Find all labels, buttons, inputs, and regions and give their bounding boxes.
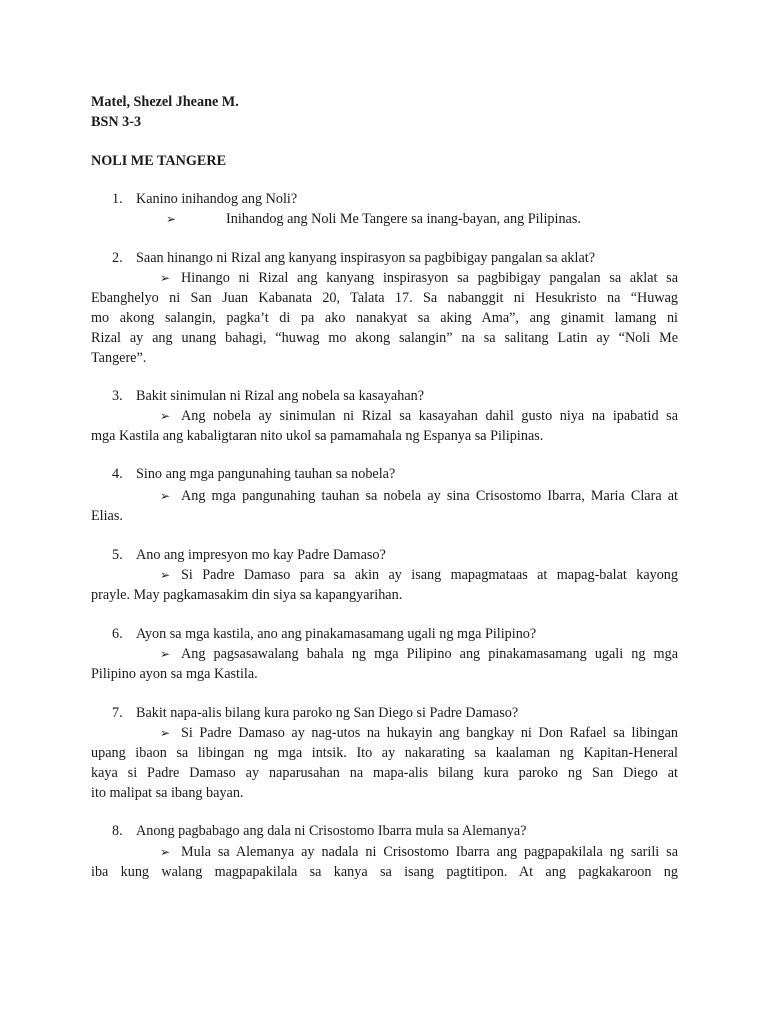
question-number: 1. (112, 191, 123, 207)
answer-line: ito malipat sa ibang bayan. (91, 785, 244, 801)
question-number: 5. (112, 547, 123, 563)
answer-line: kaya si Padre Damaso ay naparusahan na mapa-alis bilang kura paroko ng San Diego at (91, 765, 678, 781)
answer-line: Hinango ni Rizal ang kanyang inspirasyon sa pagbibigay pangalan sa aklat sa (181, 270, 678, 286)
answer-line: Mula sa Alemanya ay nadala ni Crisostomo Ibarra ang pagpapakilala ng sarili sa (181, 844, 678, 860)
answer-line: prayle. May pagkamasakim din siya sa kapangyarihan. (91, 587, 403, 603)
answer-line: Si Padre Damaso ay nag-utos na hukayin ang bangkay ni Don Rafael sa libingan (181, 725, 678, 741)
answer-line: upang ibaon sa libingan ng mga intsik. Ito ay nakarating sa kaalaman ng Kapitan-Heneral (91, 745, 678, 761)
answer-line: mga Kastila ang kabaligtaran nito ukol sa pamamahala ng Espanya sa Pilipinas. (91, 428, 544, 444)
answer-line: Rizal ay ang unang bahagi, “huwag mo akong salangin” na sa salitang Latin ay “Noli Me (91, 330, 678, 346)
arrow-bullet-icon: ➢ (160, 489, 171, 503)
arrow-bullet-icon: ➢ (166, 212, 177, 226)
question-text: Ano ang impresyon mo kay Padre Damaso? (136, 547, 386, 563)
arrow-bullet-icon: ➢ (160, 409, 171, 423)
arrow-bullet-icon: ➢ (160, 271, 171, 285)
answer-line: Tangere”. (91, 350, 147, 366)
question-text: Saan hinango ni Rizal ang kanyang inspirasyon sa pagbibigay pangalan sa aklat? (136, 250, 595, 266)
answer-line: iba kung walang magpapakilala sa kanya sa isang pagtitipon. At ang pagkakaroon ng (91, 864, 678, 880)
question-text: Bakit sinimulan ni Rizal ang nobela sa kasayahan? (136, 388, 425, 404)
answer-line: Pilipino ayon sa mga Kastila. (91, 666, 258, 682)
question-number: 6. (112, 626, 123, 642)
question-text: Anong pagbabago ang dala ni Crisostomo Ibarra mula sa Alemanya? (136, 823, 527, 839)
arrow-bullet-icon: ➢ (160, 726, 171, 740)
section-label: BSN 3-3 (91, 114, 142, 130)
arrow-bullet-icon: ➢ (160, 845, 171, 859)
question-text: Bakit napa-alis bilang kura paroko ng San Diego si Padre Damaso? (136, 705, 519, 721)
answer-line: Si Padre Damaso para sa akin ay isang mapagmataas at mapag-balat kayong (181, 567, 678, 583)
question-text: Kanino inihandog ang Noli? (136, 191, 298, 207)
author-name: Matel, Shezel Jheane M. (91, 94, 239, 110)
question-text: Ayon sa mga kastila, ano ang pinakamasamang ugali ng mga Pilipino? (136, 626, 537, 642)
answer-line: Ang mga pangunahing tauhan sa nobela ay sina Crisostomo Ibarra, Maria Clara at (181, 488, 678, 504)
answer-line: Ang nobela ay sinimulan ni Rizal sa kasayahan dahil gusto niya na ipabatid sa (181, 408, 678, 424)
answer-line: Ang pagsasawalang bahala ng mga Pilipino ang pinakamasamang ugali ng mga (181, 646, 678, 662)
arrow-bullet-icon: ➢ (160, 568, 171, 582)
question-text: Sino ang mga pangunahing tauhan sa nobela? (136, 466, 396, 482)
answer-line: mo akong salangin, pagka’t di pa ako nanakyat sa aking Ama”, ang ginamit lamang ni (91, 310, 678, 326)
arrow-bullet-icon: ➢ (160, 647, 171, 661)
answer-line: Inihandog ang Noli Me Tangere sa inang-bayan, ang Pilipinas. (226, 211, 581, 227)
question-number: 4. (112, 466, 123, 482)
document-title: NOLI ME TANGERE (91, 153, 227, 169)
answer-line: Elias. (91, 508, 123, 524)
question-number: 2. (112, 250, 123, 266)
question-number: 8. (112, 823, 123, 839)
question-number: 7. (112, 705, 123, 721)
answer-line: Ebanghelyo ni San Juan Kabanata 20, Talata 17. Sa nabanggit ni Hesukristo na “Huwag (91, 290, 678, 306)
question-number: 3. (112, 388, 123, 404)
